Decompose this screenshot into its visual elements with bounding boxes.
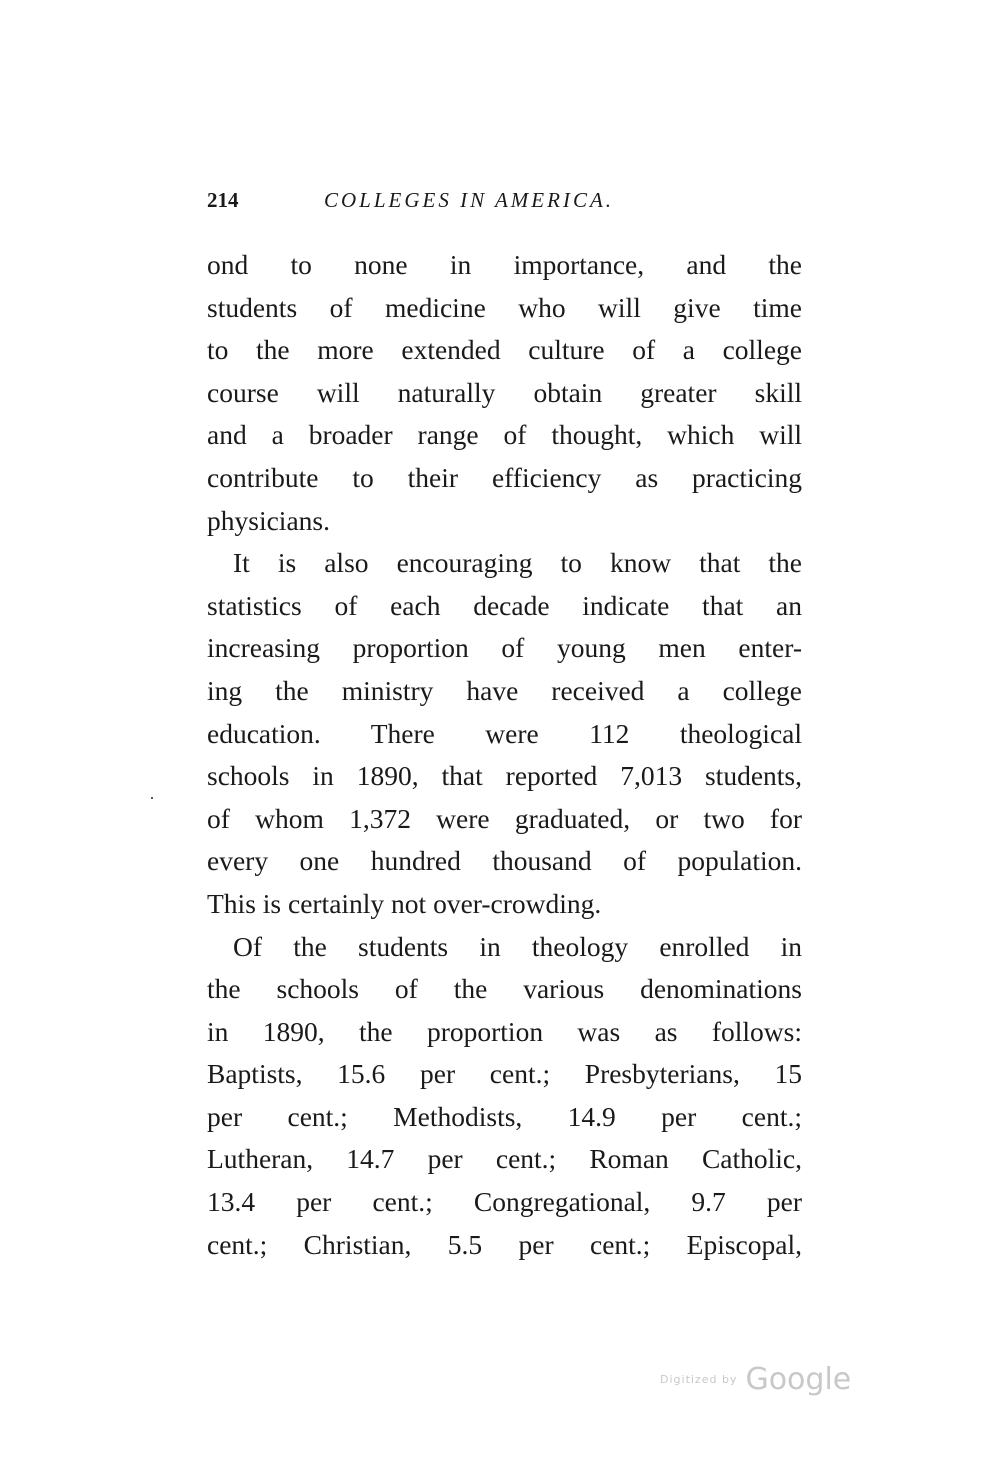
text-line: and a broader range of thought, which will bbox=[207, 419, 802, 451]
text-line: students of medicine who will give time bbox=[207, 291, 802, 323]
body-text bbox=[207, 244, 802, 1266]
paragraph-3 bbox=[207, 926, 802, 1267]
text-line: contribute to their efficiency as practicing bbox=[207, 461, 802, 493]
running-title: COLLEGES IN AMERICA. bbox=[324, 188, 615, 212]
text-line: in 1890, the proportion was as follows: bbox=[207, 1015, 802, 1047]
text-line: every one hundred thousand of population. bbox=[207, 845, 802, 877]
text-line: of whom 1,372 were graduated, or two for bbox=[207, 802, 802, 834]
running-head bbox=[207, 188, 802, 218]
google-logo: Google bbox=[745, 1362, 852, 1397]
digitized-watermark bbox=[660, 1362, 851, 1397]
text-line: This is certainly not over-crowding. bbox=[207, 887, 602, 919]
text-line: ond to none in importance, and the bbox=[207, 249, 802, 280]
text-line: education. There were 112 theological bbox=[207, 717, 802, 749]
text-line: per cent.; Methodists, 14.9 per cent.; bbox=[207, 1100, 802, 1132]
text-line: schools in 1890, that reported 7,013 students, bbox=[207, 760, 802, 792]
paragraph-1 bbox=[207, 244, 802, 542]
text-line: Baptists, 15.6 per cent.; Presbyterians, 15 bbox=[207, 1058, 802, 1090]
paragraph-2 bbox=[207, 542, 802, 925]
scan-speck bbox=[151, 797, 153, 799]
text-line: Lutheran, 14.7 per cent.; Roman Catholic, bbox=[207, 1143, 802, 1175]
text-line: 13.4 per cent.; Congregational, 9.7 per bbox=[207, 1186, 802, 1218]
text-line: ing the ministry have received a college bbox=[207, 674, 802, 706]
text-line: to the more extended culture of a college bbox=[207, 334, 802, 366]
text-line: cent.; Christian, 5.5 per cent.; Episcopal, bbox=[207, 1228, 802, 1260]
text-line: course will naturally obtain greater skill bbox=[207, 376, 802, 408]
text-line: Of the students in theology enrolled in bbox=[233, 930, 802, 962]
page-number: 214 bbox=[207, 188, 239, 212]
text-line: increasing proportion of young men enter- bbox=[207, 632, 802, 664]
text-line: statistics of each decade indicate that an bbox=[207, 589, 802, 621]
text-line: the schools of the various denominations bbox=[207, 973, 802, 1005]
text-line: physicians. bbox=[207, 504, 330, 536]
text-line: It is also encouraging to know that the bbox=[233, 547, 802, 579]
watermark-prefix: Digitized by bbox=[660, 1373, 738, 1386]
